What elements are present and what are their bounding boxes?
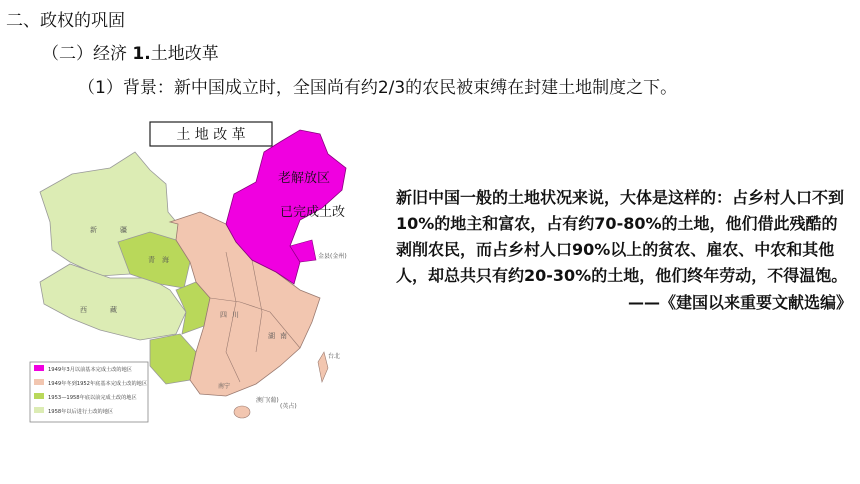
subsection-prefix: （二）经济 xyxy=(42,44,133,64)
legend-swatch xyxy=(34,393,44,399)
land-reform-map xyxy=(0,112,380,442)
label-jinxian: 金县(金州) xyxy=(318,253,347,260)
label-hunan-2: 南 xyxy=(280,332,287,340)
label-xinjiang-1: 新 xyxy=(90,226,97,234)
label-tibet-2: 藏 xyxy=(110,306,117,314)
label-hunan-1: 湖 xyxy=(268,332,275,340)
subsection-title: 土地改革 xyxy=(150,44,219,64)
label-nanning: 南宁 xyxy=(218,383,231,390)
legend-label: 1949年3月以前基本完成土改的地区 xyxy=(48,367,132,373)
region-hainan xyxy=(234,406,250,418)
label-tibet-1: 西 xyxy=(80,306,87,314)
label-sichuan-2: 川 xyxy=(232,311,239,319)
subsection-number: 1. xyxy=(132,44,151,64)
map-title: 土 地 改 革 xyxy=(176,127,246,143)
background-statement: （1）背景：新中国成立时，全国尚有约2/3的农民被束缚在封建土地制度之下。 xyxy=(78,78,678,98)
label-qinghai-2: 海 xyxy=(162,256,169,264)
legend-label: 1949年冬到1952年底基本完成土改的地区 xyxy=(48,381,148,387)
label-completed: 已完成土改 xyxy=(280,205,346,220)
label-old-liberated: 老解放区 xyxy=(278,171,331,186)
label-taibei: 台北 xyxy=(328,353,341,360)
legend-label: 1953—1958年底以前完成土改的地区 xyxy=(48,395,137,401)
label-qinghai-1: 青 xyxy=(148,256,155,264)
label-macau: 澳门(葡) xyxy=(256,397,279,404)
label-xinjiang-2: 疆 xyxy=(120,226,127,234)
label-hk: (英占) xyxy=(280,403,297,410)
label-sichuan-1: 四 xyxy=(220,311,227,319)
quote-source: ——《建国以来重要文献选编》 xyxy=(627,293,852,312)
legend-label: 1958年以后进行土改的地区 xyxy=(48,409,114,415)
quote-block xyxy=(396,185,852,316)
subsection-heading xyxy=(42,39,219,64)
legend-swatch xyxy=(34,365,44,371)
quote-body: 新旧中国一般的土地状况来说，大体是这样的：占乡村人口不到10%的地主和富农，占有约70-80%的土地，他们借此残酷的剥削农民，而占乡村人口90%以上的贫农、雇农、中农和其他人，却总共只有约20-30%的土地，他们终年劳动，不得温饱。 xyxy=(396,188,848,285)
section-heading: 二、政权的巩固 xyxy=(6,11,125,31)
legend-swatch xyxy=(34,407,44,413)
legend-swatch xyxy=(34,379,44,385)
